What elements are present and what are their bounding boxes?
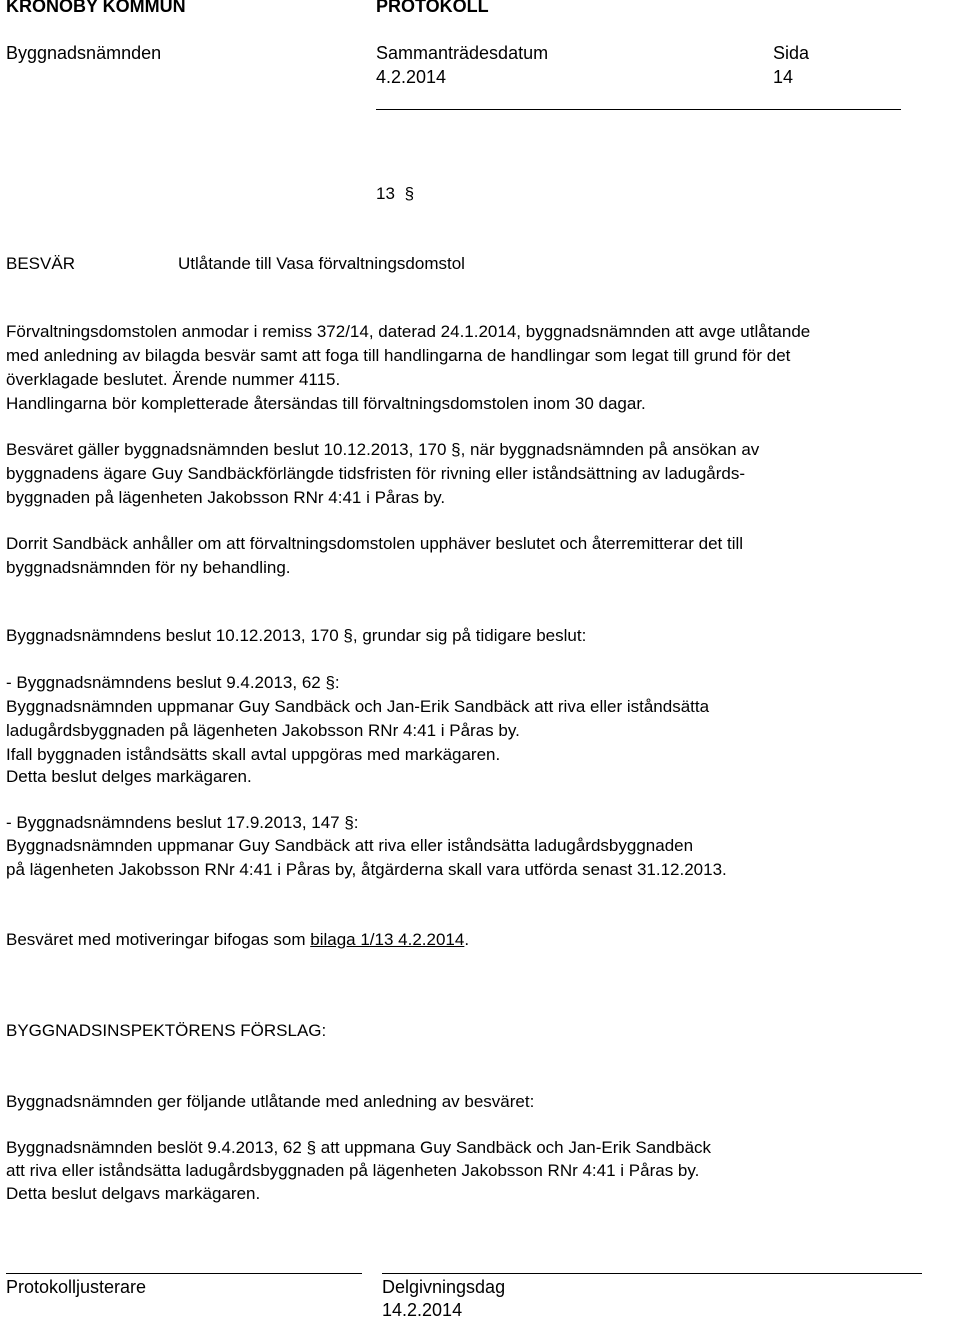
meeting-date-value: 4.2.2014 [376, 67, 447, 87]
page-number: 14 [773, 67, 794, 87]
attachment-period: . [464, 930, 470, 949]
text-line: Dorrit Sandbäck anhåller om att förvaltningsdomstolen upphäver beslutet och återremitterar det till [6, 534, 744, 553]
text-line: att riva eller iståndsätta ladugårdsbyggnaden på lägenheten Jakobsson RNr 4:41 i Påras by. [6, 1161, 700, 1180]
footer-rule-left [6, 1273, 362, 1274]
text-line: byggnadens ägare Guy Sandbäckförlängde tidsfristen för rivning eller iståndsättning av ladugårds- [6, 464, 746, 483]
text-line: Byggnadsnämnden beslöt 9.4.2013, 62 § att uppmana Guy Sandbäck och Jan-Erik Sandbäck [6, 1138, 712, 1157]
text-line: - Byggnadsnämndens beslut 9.4.2013, 62 §: [6, 673, 340, 692]
text-line: överklagade beslutet. Ärende nummer 4115. [6, 370, 341, 389]
text-line: Detta beslut delges markägaren. [6, 767, 252, 786]
text-line: - Byggnadsnämndens beslut 17.9.2013, 147 §: [6, 813, 359, 832]
attachment-link[interactable]: bilaga 1/13 4.2.2014 [310, 930, 465, 949]
municipality-name: KRONOBY KOMMUN [6, 0, 186, 16]
text-line: på lägenheten Jakobsson RNr 4:41 i Påras by, åtgärderna skall vara utförda senast 31.12.2013. [6, 860, 727, 879]
document-type: PROTOKOLL [376, 0, 489, 16]
text-line: ladugårdsbyggnaden på lägenheten Jakobsson RNr 4:41 i Påras by. [6, 721, 520, 740]
text-line: Handlingarna bör kompletterade återsändas till förvaltningsdomstolen inom 30 dagar. [6, 394, 646, 413]
paragraph-basis: Byggnadsnämndens beslut 10.12.2013, 170 §, grundar sig på tidigare beslut: [6, 626, 587, 645]
paragraph-sign: § [404, 184, 415, 203]
text-line: med anledning av bilagda besvär samt att foga till handlingarna de handlingar som legat till grund för det [6, 346, 791, 365]
text-line: Byggnadsnämnden uppmanar Guy Sandbäck att riva eller iståndsätta ladugårdsbyggnaden [6, 836, 694, 855]
meeting-date-label: Sammanträdesdatum [376, 43, 549, 63]
section-number-value: 13 [376, 184, 395, 203]
header-rule [376, 109, 901, 110]
body-name: Byggnadsnämnden [6, 43, 162, 63]
proposal-heading: BYGGNADSINSPEKTÖRENS FÖRSLAG: [6, 1021, 327, 1040]
section-title: Utlåtande till Vasa förvaltningsdomstol [178, 254, 465, 273]
paragraph-attachment [6, 930, 469, 950]
delivery-date-value: 14.2.2014 [382, 1300, 463, 1320]
delivery-date-label: Delgivningsdag [382, 1277, 506, 1297]
section-subject: BESVÄR [6, 254, 75, 273]
text-line: Förvaltningsdomstolen anmodar i remiss 372/14, daterad 24.1.2014, byggnadsnämnden att avge utlåtande [6, 322, 811, 341]
text-line: byggnadsnämnden för ny behandling. [6, 558, 291, 577]
attachment-text: Besväret med motiveringar bifogas som [6, 930, 311, 949]
footer-rule-right [382, 1273, 922, 1274]
paragraph-statement-intro: Byggnadsnämnden ger följande utlåtande med anledning av besväret: [6, 1092, 535, 1111]
text-line: Detta beslut delgavs markägaren. [6, 1184, 261, 1203]
section-number [376, 184, 414, 204]
text-line: byggnaden på lägenheten Jakobsson RNr 4:41 i Påras by. [6, 488, 446, 507]
page-label: Sida [773, 43, 810, 63]
reviewers-label: Protokolljusterare [6, 1277, 147, 1297]
text-line: Byggnadsnämnden uppmanar Guy Sandbäck och Jan-Erik Sandbäck att riva eller iståndsätta [6, 697, 710, 716]
text-line: Besväret gäller byggnadsnämnden beslut 10.12.2013, 170 §, när byggnadsnämnden på ansökan av [6, 440, 760, 459]
text-line: Ifall byggnaden iståndsätts skall avtal uppgöras med markägaren. [6, 745, 501, 764]
